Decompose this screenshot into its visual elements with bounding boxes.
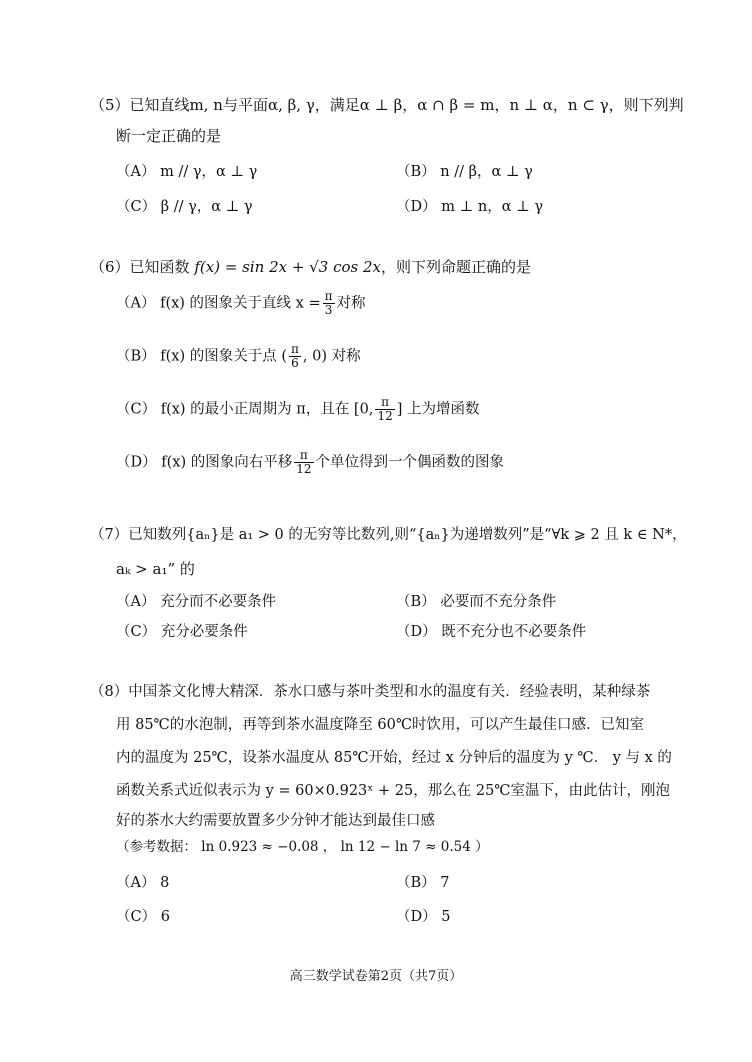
q5-number: （5） — [90, 96, 130, 114]
q7-option-b: （B） 必要而不充分条件 — [396, 594, 557, 610]
q6-option-b: （B） f(x) 的图象关于点 ( $\frac{\pi}{6}$ , 0) 对称 — [116, 342, 361, 370]
q8-stem-line5: 好的茶水大约需要放置多少分钟才能达到最佳口感 — [116, 813, 435, 829]
q8-stem-line3: 内的温度为 25℃，设茶水温度从 85℃开始，经过 x 分钟后的温度为 y ℃． y 与 x 的 — [116, 750, 672, 766]
q6-function: f(x) = sin 2x + √3 cos 2x — [194, 258, 381, 276]
q5-option-a: （A） m // γ，α ⊥ γ — [116, 164, 258, 180]
q7-stem-line2: aₖ > a₁” 的 — [116, 560, 195, 578]
q7-number: （7） — [90, 527, 129, 543]
q5-option-d: （D） m ⊥ n，α ⊥ γ — [396, 199, 544, 215]
q6-option-c: （C） f(x) 的最小正周期为 π，且在 [0, $\frac{\pi}{12}$ ] 上为增函数 — [116, 395, 480, 423]
q6-stem: （6）已知函数 f(x) = sin 2x + √3 cos 2x，则下列命题正确的是 — [90, 258, 531, 276]
q7-option-a: （A） 充分而不必要条件 — [116, 594, 277, 610]
q8-stem-line1: （8）中国茶文化博大精深．茶水口感与茶叶类型和水的温度有关．经验表明，某种绿茶 — [90, 684, 651, 700]
q7-option-c: （C） 充分必要条件 — [116, 624, 248, 640]
q8-stem-line4: 函数关系式近似表示为 y = 60×0.923ˣ + 25，那么在 25℃室温下，由此估计，刚泡 — [116, 783, 671, 799]
q6-option-a: （A） f(x) 的图象关于直线 x = $\frac{\pi}{3}$ 对称 — [116, 289, 366, 317]
q5-option-c: （C） β // γ，α ⊥ γ — [116, 199, 253, 215]
page-footer: 高三数学试卷第2页（共7页） — [289, 969, 463, 984]
q8-reference-data: （参考数据： ln 0.923 ≈ −0.08 ， ln 12 − ln 7 ≈ 0.54 ） — [116, 839, 489, 855]
q8-option-b: （B） 7 — [396, 875, 450, 891]
fraction: $\frac{\pi}{3}$ — [324, 289, 333, 317]
q8-option-d: （D） 5 — [396, 909, 451, 925]
q7-option-d: （D） 既不充分也不必要条件 — [396, 624, 587, 640]
fraction: $\frac{\pi}{6}$ — [291, 342, 299, 370]
q8-option-a: （A） 8 — [116, 875, 170, 891]
fraction: $\frac{\pi}{12}$ — [377, 395, 393, 423]
q5-option-b: （B） n // β，α ⊥ γ — [396, 164, 533, 180]
q8-number: （8） — [90, 684, 129, 700]
q6-option-d: （D） f(x) 的图象向右平移 $\frac{\pi}{12}$ 个单位得到一个偶函数的图象 — [116, 448, 504, 476]
q8-option-c: （C） 6 — [116, 909, 170, 925]
q6-number: （6） — [90, 258, 130, 276]
q5-stem-line1: （5）已知直线m, n与平面α, β, γ，满足α ⊥ β，α ∩ β = m，n ⊥ α，n ⊂ γ，则下列判 — [90, 96, 684, 114]
fraction: $\frac{\pi}{12}$ — [296, 448, 312, 476]
q5-stem-line2: 断一定正确的是 — [116, 127, 222, 145]
q7-stem-line1: （7）已知数列{aₙ}是 a₁ > 0 的无穷等比数列,则“{aₙ}为递增数列”是“∀k ⩾ 2 且 k ∈ N*， — [90, 527, 687, 543]
q8-stem-line2: 用 85℃的水泡制，再等到茶水温度降至 60℃时饮用，可以产生最佳口感．已知室 — [116, 717, 645, 733]
